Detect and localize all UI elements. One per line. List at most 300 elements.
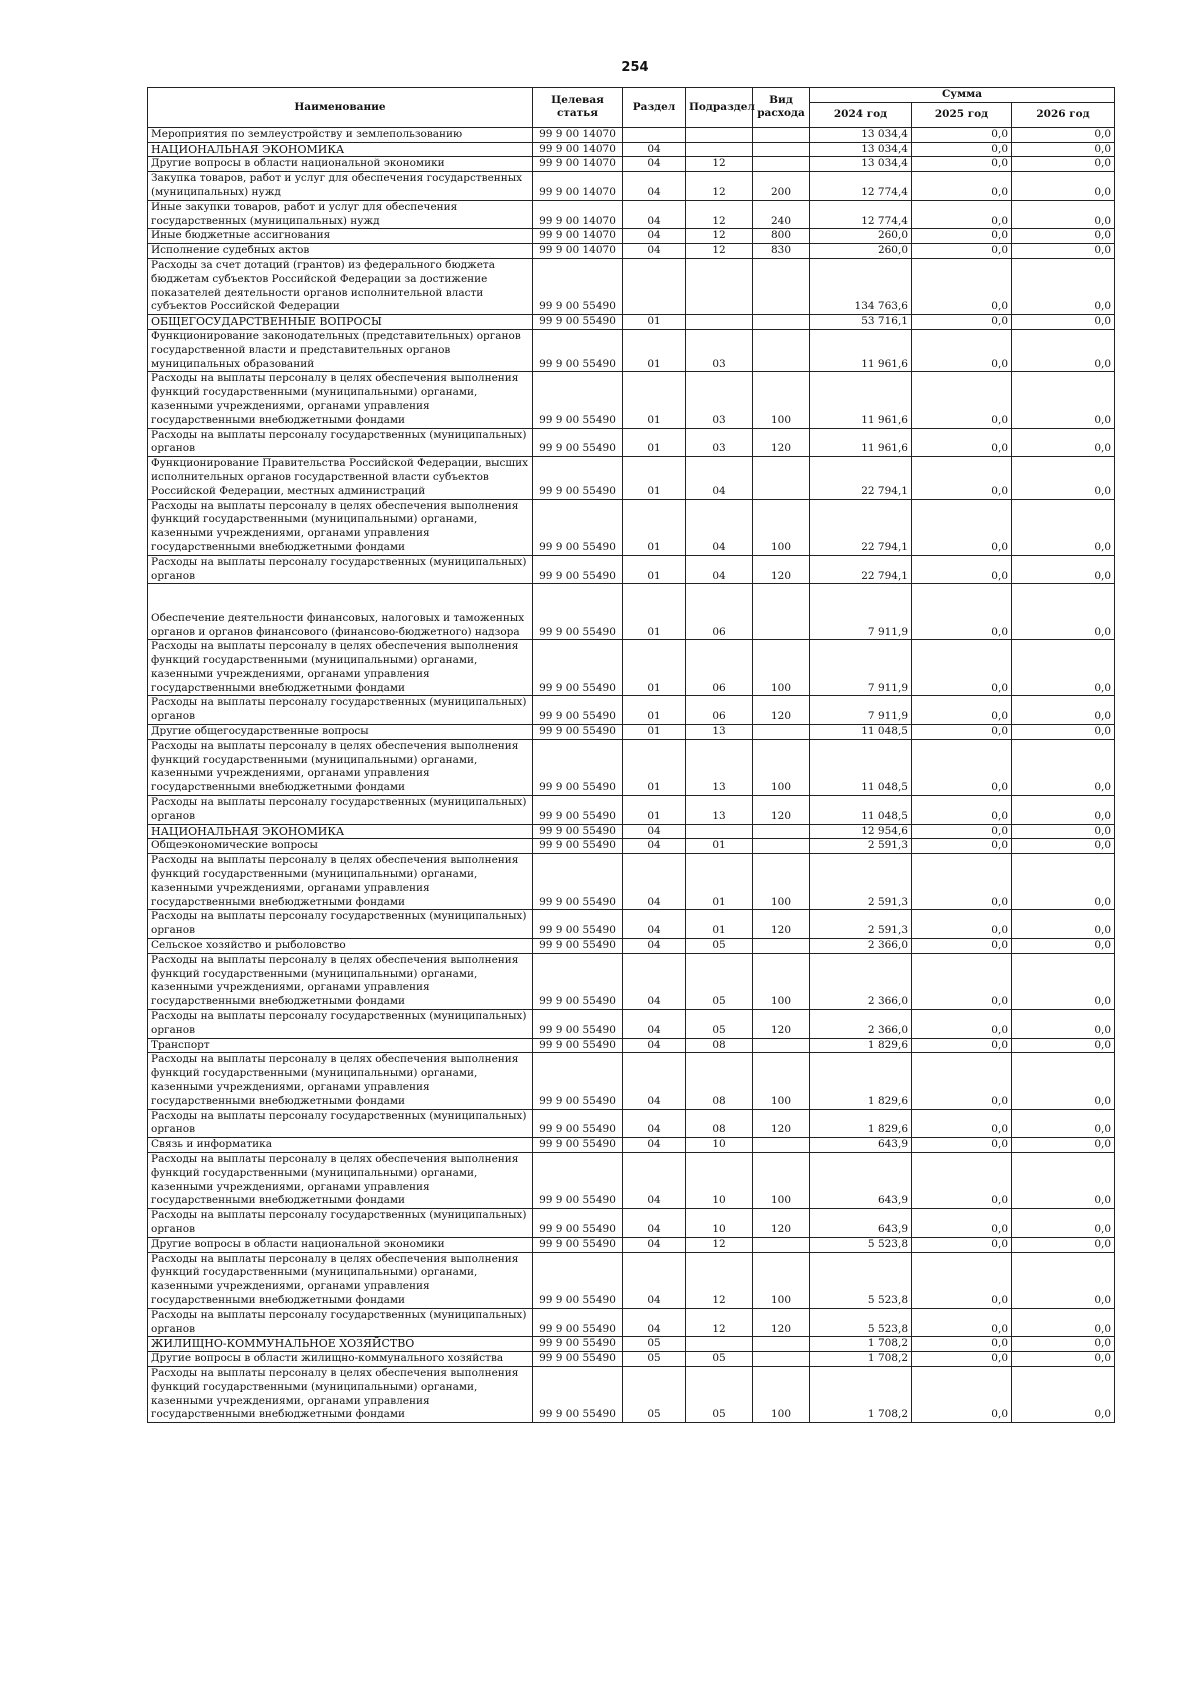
table-row [148, 796, 1115, 825]
row-sum-2025: 0,0 [912, 329, 1012, 371]
row-sum-2026: 0,0 [1012, 725, 1115, 740]
row-target: 99 9 00 55490 [533, 1308, 623, 1337]
table-row [148, 457, 1115, 499]
row-target: 99 9 00 55490 [533, 584, 623, 640]
row-exp-type [753, 839, 810, 854]
table-row [148, 696, 1115, 725]
page-number: 254 [621, 60, 649, 75]
row-sum-2025: 0,0 [912, 372, 1012, 428]
row-name: Расходы на выплаты персоналу государственных (муниципальных) органов [148, 1010, 533, 1039]
row-sum-2026: 0,0 [1012, 1010, 1115, 1039]
row-sum-2025: 0,0 [912, 172, 1012, 201]
row-subsection: 05 [686, 939, 753, 954]
table-row [148, 127, 1115, 142]
row-sum-2024: 1 708,2 [810, 1366, 912, 1422]
row-target: 99 9 00 55490 [533, 457, 623, 499]
row-exp-type: 120 [753, 1010, 810, 1039]
row-section: 04 [623, 172, 686, 201]
row-exp-type [753, 142, 810, 157]
row-subsection: 12 [686, 1237, 753, 1252]
row-name: Исполнение судебных актов [148, 244, 533, 259]
row-sum-2024: 134 763,6 [810, 258, 912, 314]
row-section: 01 [623, 372, 686, 428]
row-sum-2025: 0,0 [912, 157, 1012, 172]
table-row [148, 157, 1115, 172]
row-sum-2026: 0,0 [1012, 372, 1115, 428]
row-subsection: 05 [686, 1010, 753, 1039]
row-exp-type: 120 [753, 1109, 810, 1138]
row-name: Расходы на выплаты персоналу государственных (муниципальных) органов [148, 1109, 533, 1138]
row-sum-2026: 0,0 [1012, 910, 1115, 939]
row-section: 04 [623, 1109, 686, 1138]
row-sum-2024: 643,9 [810, 1138, 912, 1153]
row-sum-2024: 2 591,3 [810, 854, 912, 910]
table-row [148, 910, 1115, 939]
row-subsection: 04 [686, 555, 753, 584]
row-sum-2026: 0,0 [1012, 428, 1115, 457]
row-target: 99 9 00 14070 [533, 172, 623, 201]
row-sum-2025: 0,0 [912, 499, 1012, 555]
row-sum-2026: 0,0 [1012, 315, 1115, 330]
row-name: Другие вопросы в области национальной экономики [148, 157, 533, 172]
row-section: 01 [623, 428, 686, 457]
row-sum-2026: 0,0 [1012, 157, 1115, 172]
row-sum-2024: 2 591,3 [810, 839, 912, 854]
row-name: Транспорт [148, 1038, 533, 1053]
row-section: 01 [623, 640, 686, 696]
row-sum-2026: 0,0 [1012, 696, 1115, 725]
row-sum-2025: 0,0 [912, 1152, 1012, 1208]
row-sum-2026: 0,0 [1012, 258, 1115, 314]
table-row [148, 839, 1115, 854]
table-row [148, 824, 1115, 839]
row-sum-2025: 0,0 [912, 229, 1012, 244]
row-sum-2026: 0,0 [1012, 1308, 1115, 1337]
row-subsection: 04 [686, 499, 753, 555]
table-row [148, 1209, 1115, 1238]
row-sum-2026: 0,0 [1012, 457, 1115, 499]
table-row [148, 953, 1115, 1009]
row-exp-type [753, 457, 810, 499]
row-sum-2024: 11 961,6 [810, 372, 912, 428]
header-target: Целевая статья [533, 88, 623, 128]
table-row [148, 939, 1115, 954]
row-sum-2024: 2 366,0 [810, 1010, 912, 1039]
row-subsection: 01 [686, 839, 753, 854]
row-exp-type: 100 [753, 854, 810, 910]
row-sum-2024: 13 034,4 [810, 142, 912, 157]
header-sum: Сумма [810, 88, 1115, 103]
row-sum-2025: 0,0 [912, 258, 1012, 314]
row-sum-2024: 13 034,4 [810, 157, 912, 172]
row-section: 04 [623, 142, 686, 157]
row-section: 01 [623, 584, 686, 640]
row-exp-type [753, 1352, 810, 1367]
row-sum-2025: 0,0 [912, 939, 1012, 954]
row-name: Расходы на выплаты персоналу в целях обеспечения выполнения функций государственными (муниципальными) органами, казенными учреждениями, органами управления государственными внебюджетными фондами [148, 1152, 533, 1208]
row-name: Общеэкономические вопросы [148, 839, 533, 854]
row-sum-2026: 0,0 [1012, 739, 1115, 795]
row-sum-2025: 0,0 [912, 1010, 1012, 1039]
row-sum-2024: 7 911,9 [810, 584, 912, 640]
row-section: 01 [623, 555, 686, 584]
row-sum-2024: 5 523,8 [810, 1308, 912, 1337]
row-target: 99 9 00 55490 [533, 372, 623, 428]
header-exp-type: Вид расхода [753, 88, 810, 128]
row-exp-type [753, 258, 810, 314]
row-sum-2026: 0,0 [1012, 1209, 1115, 1238]
row-name: ОБЩЕГОСУДАРСТВЕННЫЕ ВОПРОСЫ [148, 315, 533, 330]
row-name: Обеспечение деятельности финансовых, налоговых и таможенных органов и органов финансового (финансово-бюджетного) надзора [148, 584, 533, 640]
row-subsection: 13 [686, 796, 753, 825]
row-section: 04 [623, 229, 686, 244]
row-subsection: 08 [686, 1053, 753, 1109]
row-name: Расходы на выплаты персоналу в целях обеспечения выполнения функций государственными (муниципальными) органами, казенными учреждениями, органами управления государственными внебюджетными фондами [148, 953, 533, 1009]
table-row [148, 1352, 1115, 1367]
row-section: 04 [623, 953, 686, 1009]
row-section: 04 [623, 939, 686, 954]
row-exp-type [753, 1337, 810, 1352]
row-subsection [686, 127, 753, 142]
row-sum-2025: 0,0 [912, 1053, 1012, 1109]
row-sum-2025: 0,0 [912, 854, 1012, 910]
row-exp-type: 120 [753, 1209, 810, 1238]
row-section: 01 [623, 725, 686, 740]
row-sum-2026: 0,0 [1012, 824, 1115, 839]
row-sum-2024: 643,9 [810, 1152, 912, 1208]
row-name: Расходы на выплаты персоналу в целях обеспечения выполнения функций государственными (муниципальными) органами, казенными учреждениями, органами управления государственными внебюджетными фондами [148, 1366, 533, 1422]
row-target: 99 9 00 55490 [533, 953, 623, 1009]
row-sum-2024: 11 961,6 [810, 428, 912, 457]
row-section: 04 [623, 1308, 686, 1337]
row-sum-2026: 0,0 [1012, 1038, 1115, 1053]
row-sum-2025: 0,0 [912, 696, 1012, 725]
row-target: 99 9 00 55490 [533, 839, 623, 854]
row-subsection: 13 [686, 739, 753, 795]
row-exp-type: 100 [753, 499, 810, 555]
row-section: 04 [623, 854, 686, 910]
row-subsection [686, 315, 753, 330]
row-exp-type: 100 [753, 739, 810, 795]
row-sum-2025: 0,0 [912, 127, 1012, 142]
row-name: Расходы на выплаты персоналу в целях обеспечения выполнения функций государственными (муниципальными) органами, казенными учреждениями, органами управления государственными внебюджетными фондами [148, 854, 533, 910]
row-name: Расходы на выплаты персоналу в целях обеспечения выполнения функций государственными (муниципальными) органами, казенными учреждениями, органами управления государственными внебюджетными фондами [148, 1053, 533, 1109]
row-section: 04 [623, 824, 686, 839]
budget-table-container [147, 87, 1114, 1423]
row-sum-2026: 0,0 [1012, 854, 1115, 910]
row-target: 99 9 00 55490 [533, 1352, 623, 1367]
row-name: Расходы на выплаты персоналу в целях обеспечения выполнения функций государственными (муниципальными) органами, казенными учреждениями, органами управления государственными внебюджетными фондами [148, 640, 533, 696]
row-target: 99 9 00 14070 [533, 244, 623, 259]
row-sum-2026: 0,0 [1012, 244, 1115, 259]
row-exp-type: 800 [753, 229, 810, 244]
row-sum-2025: 0,0 [912, 953, 1012, 1009]
row-section: 04 [623, 244, 686, 259]
row-exp-type [753, 1237, 810, 1252]
row-subsection: 06 [686, 584, 753, 640]
row-sum-2024: 7 911,9 [810, 696, 912, 725]
row-subsection: 12 [686, 1252, 753, 1308]
row-sum-2026: 0,0 [1012, 172, 1115, 201]
row-exp-type [753, 157, 810, 172]
row-sum-2026: 0,0 [1012, 1366, 1115, 1422]
table-row [148, 499, 1115, 555]
table-row [148, 244, 1115, 259]
row-name: Другие общегосударственные вопросы [148, 725, 533, 740]
row-target: 99 9 00 55490 [533, 824, 623, 839]
row-name: Расходы на выплаты персоналу государственных (муниципальных) органов [148, 1308, 533, 1337]
row-sum-2024: 643,9 [810, 1209, 912, 1238]
header-2026: 2026 год [1012, 102, 1115, 127]
row-exp-type: 100 [753, 1366, 810, 1422]
row-exp-type [753, 127, 810, 142]
row-name: Расходы на выплаты персоналу в целях обеспечения выполнения функций государственными (муниципальными) органами, казенными учреждениями, органами управления государственными внебюджетными фондами [148, 739, 533, 795]
row-target: 99 9 00 55490 [533, 739, 623, 795]
row-name: Мероприятия по землеустройству и землепользованию [148, 127, 533, 142]
row-sum-2025: 0,0 [912, 1109, 1012, 1138]
row-sum-2025: 0,0 [912, 1366, 1012, 1422]
table-row [148, 584, 1115, 640]
row-sum-2026: 0,0 [1012, 1352, 1115, 1367]
row-name: Расходы на выплаты персоналу в целях обеспечения выполнения функций государственными (муниципальными) органами, казенными учреждениями, органами управления государственными внебюджетными фондами [148, 372, 533, 428]
header-section: Раздел [623, 88, 686, 128]
row-target: 99 9 00 14070 [533, 229, 623, 244]
row-sum-2024: 11 048,5 [810, 796, 912, 825]
row-section: 05 [623, 1366, 686, 1422]
row-name: Расходы за счет дотаций (грантов) из федерального бюджета бюджетам субъектов Российской Федерации за достижение показателей деятельности органов исполнительной власти субъектов Российской Федерации [148, 258, 533, 314]
table-row [148, 1109, 1115, 1138]
row-name: Другие вопросы в области жилищно-коммунального хозяйства [148, 1352, 533, 1367]
row-name: Расходы на выплаты персоналу государственных (муниципальных) органов [148, 428, 533, 457]
row-section: 04 [623, 200, 686, 229]
row-exp-type: 120 [753, 696, 810, 725]
row-subsection: 01 [686, 910, 753, 939]
row-section [623, 258, 686, 314]
table-row [148, 1010, 1115, 1039]
row-name: Расходы на выплаты персоналу государственных (муниципальных) органов [148, 1209, 533, 1238]
row-sum-2025: 0,0 [912, 428, 1012, 457]
row-section: 04 [623, 1138, 686, 1153]
row-sum-2025: 0,0 [912, 200, 1012, 229]
row-subsection: 03 [686, 329, 753, 371]
row-sum-2024: 22 794,1 [810, 555, 912, 584]
row-sum-2024: 22 794,1 [810, 457, 912, 499]
row-name: Расходы на выплаты персоналу в целях обеспечения выполнения функций государственными (муниципальными) органами, казенными учреждениями, органами управления государственными внебюджетными фондами [148, 1252, 533, 1308]
row-sum-2026: 0,0 [1012, 584, 1115, 640]
table-row [148, 854, 1115, 910]
table-row [148, 555, 1115, 584]
row-sum-2026: 0,0 [1012, 1237, 1115, 1252]
row-subsection [686, 142, 753, 157]
row-target: 99 9 00 55490 [533, 939, 623, 954]
row-subsection: 08 [686, 1038, 753, 1053]
header-2024: 2024 год [810, 102, 912, 127]
row-subsection: 12 [686, 1308, 753, 1337]
row-sum-2025: 0,0 [912, 640, 1012, 696]
row-sum-2026: 0,0 [1012, 127, 1115, 142]
row-target: 99 9 00 55490 [533, 258, 623, 314]
row-sum-2026: 0,0 [1012, 939, 1115, 954]
row-section: 04 [623, 1209, 686, 1238]
row-exp-type: 120 [753, 1308, 810, 1337]
row-target: 99 9 00 14070 [533, 200, 623, 229]
row-sum-2024: 12 774,4 [810, 200, 912, 229]
row-subsection: 05 [686, 1352, 753, 1367]
row-section: 05 [623, 1352, 686, 1367]
row-subsection: 10 [686, 1209, 753, 1238]
row-subsection: 08 [686, 1109, 753, 1138]
row-subsection [686, 258, 753, 314]
row-sum-2026: 0,0 [1012, 1109, 1115, 1138]
row-name: Связь и информатика [148, 1138, 533, 1153]
table-row [148, 1337, 1115, 1352]
row-sum-2025: 0,0 [912, 457, 1012, 499]
row-name: Расходы на выплаты персоналу государственных (муниципальных) органов [148, 696, 533, 725]
row-sum-2024: 2 366,0 [810, 953, 912, 1009]
table-row [148, 1152, 1115, 1208]
table-row [148, 315, 1115, 330]
row-subsection: 12 [686, 172, 753, 201]
row-exp-type [753, 725, 810, 740]
row-sum-2025: 0,0 [912, 584, 1012, 640]
table-row [148, 372, 1115, 428]
budget-table [147, 87, 1115, 1423]
row-sum-2025: 0,0 [912, 1038, 1012, 1053]
row-section: 01 [623, 739, 686, 795]
row-sum-2026: 0,0 [1012, 796, 1115, 825]
row-sum-2024: 11 048,5 [810, 739, 912, 795]
row-sum-2024: 5 523,8 [810, 1237, 912, 1252]
row-sum-2026: 0,0 [1012, 1053, 1115, 1109]
row-section [623, 127, 686, 142]
row-name: Расходы на выплаты персоналу государственных (муниципальных) органов [148, 910, 533, 939]
row-sum-2026: 0,0 [1012, 1252, 1115, 1308]
row-sum-2025: 0,0 [912, 839, 1012, 854]
row-sum-2026: 0,0 [1012, 640, 1115, 696]
row-sum-2025: 0,0 [912, 555, 1012, 584]
row-subsection: 05 [686, 953, 753, 1009]
row-sum-2025: 0,0 [912, 725, 1012, 740]
row-target: 99 9 00 55490 [533, 1152, 623, 1208]
row-subsection: 04 [686, 457, 753, 499]
row-section: 01 [623, 796, 686, 825]
row-sum-2024: 12 954,6 [810, 824, 912, 839]
row-name: Расходы на выплаты персоналу государственных (муниципальных) органов [148, 796, 533, 825]
row-sum-2025: 0,0 [912, 1209, 1012, 1238]
row-sum-2025: 0,0 [912, 824, 1012, 839]
row-name: Расходы на выплаты персоналу в целях обеспечения выполнения функций государственными (муниципальными) органами, казенными учреждениями, органами управления государственными внебюджетными фондами [148, 499, 533, 555]
row-sum-2026: 0,0 [1012, 1138, 1115, 1153]
row-sum-2026: 0,0 [1012, 1152, 1115, 1208]
row-subsection [686, 824, 753, 839]
row-subsection: 13 [686, 725, 753, 740]
row-target: 99 9 00 14070 [533, 142, 623, 157]
row-exp-type: 100 [753, 372, 810, 428]
row-exp-type [753, 1038, 810, 1053]
row-target: 99 9 00 55490 [533, 555, 623, 584]
table-row [148, 1038, 1115, 1053]
row-name: Расходы на выплаты персоналу государственных (муниципальных) органов [148, 555, 533, 584]
row-sum-2024: 22 794,1 [810, 499, 912, 555]
row-subsection: 12 [686, 157, 753, 172]
row-name: Другие вопросы в области национальной экономики [148, 1237, 533, 1252]
row-name: Сельское хозяйство и рыболовство [148, 939, 533, 954]
row-subsection: 10 [686, 1152, 753, 1208]
row-sum-2026: 0,0 [1012, 229, 1115, 244]
row-subsection: 10 [686, 1138, 753, 1153]
row-sum-2024: 1 708,2 [810, 1337, 912, 1352]
row-target: 99 9 00 55490 [533, 1010, 623, 1039]
row-exp-type: 100 [753, 1053, 810, 1109]
row-target: 99 9 00 55490 [533, 796, 623, 825]
row-exp-type [753, 329, 810, 371]
row-section: 04 [623, 1252, 686, 1308]
row-subsection: 12 [686, 229, 753, 244]
row-section: 04 [623, 1038, 686, 1053]
row-exp-type: 100 [753, 953, 810, 1009]
row-subsection: 01 [686, 854, 753, 910]
row-section: 04 [623, 1152, 686, 1208]
row-target: 99 9 00 55490 [533, 1237, 623, 1252]
row-target: 99 9 00 55490 [533, 1209, 623, 1238]
row-subsection: 12 [686, 200, 753, 229]
table-row [148, 725, 1115, 740]
row-name: Функционирование законодательных (представительных) органов государственной власти и представительных органов муниципальных образований [148, 329, 533, 371]
table-row [148, 739, 1115, 795]
row-subsection: 06 [686, 696, 753, 725]
row-exp-type: 200 [753, 172, 810, 201]
row-target: 99 9 00 55490 [533, 640, 623, 696]
row-sum-2026: 0,0 [1012, 839, 1115, 854]
row-section: 04 [623, 1237, 686, 1252]
table-row [148, 229, 1115, 244]
table-row [148, 1053, 1115, 1109]
row-name: НАЦИОНАЛЬНАЯ ЭКОНОМИКА [148, 142, 533, 157]
row-sum-2024: 1 829,6 [810, 1038, 912, 1053]
row-section: 04 [623, 839, 686, 854]
row-section: 05 [623, 1337, 686, 1352]
row-sum-2024: 53 716,1 [810, 315, 912, 330]
row-target: 99 9 00 55490 [533, 1038, 623, 1053]
row-exp-type: 120 [753, 555, 810, 584]
row-sum-2025: 0,0 [912, 1337, 1012, 1352]
row-target: 99 9 00 55490 [533, 854, 623, 910]
row-sum-2026: 0,0 [1012, 953, 1115, 1009]
row-name: НАЦИОНАЛЬНАЯ ЭКОНОМИКА [148, 824, 533, 839]
row-target: 99 9 00 55490 [533, 1053, 623, 1109]
table-row [148, 172, 1115, 201]
header-name: Наименование [148, 88, 533, 128]
table-row [148, 329, 1115, 371]
row-exp-type: 830 [753, 244, 810, 259]
row-name: Иные бюджетные ассигнования [148, 229, 533, 244]
row-sum-2024: 1 708,2 [810, 1352, 912, 1367]
row-section: 04 [623, 1053, 686, 1109]
row-section: 01 [623, 499, 686, 555]
row-sum-2025: 0,0 [912, 739, 1012, 795]
row-section: 01 [623, 315, 686, 330]
row-subsection [686, 1337, 753, 1352]
row-target: 99 9 00 55490 [533, 499, 623, 555]
row-sum-2026: 0,0 [1012, 142, 1115, 157]
row-target: 99 9 00 14070 [533, 127, 623, 142]
row-exp-type: 120 [753, 910, 810, 939]
row-exp-type [753, 1138, 810, 1153]
row-sum-2024: 260,0 [810, 244, 912, 259]
row-sum-2025: 0,0 [912, 315, 1012, 330]
row-sum-2025: 0,0 [912, 796, 1012, 825]
row-sum-2025: 0,0 [912, 1308, 1012, 1337]
